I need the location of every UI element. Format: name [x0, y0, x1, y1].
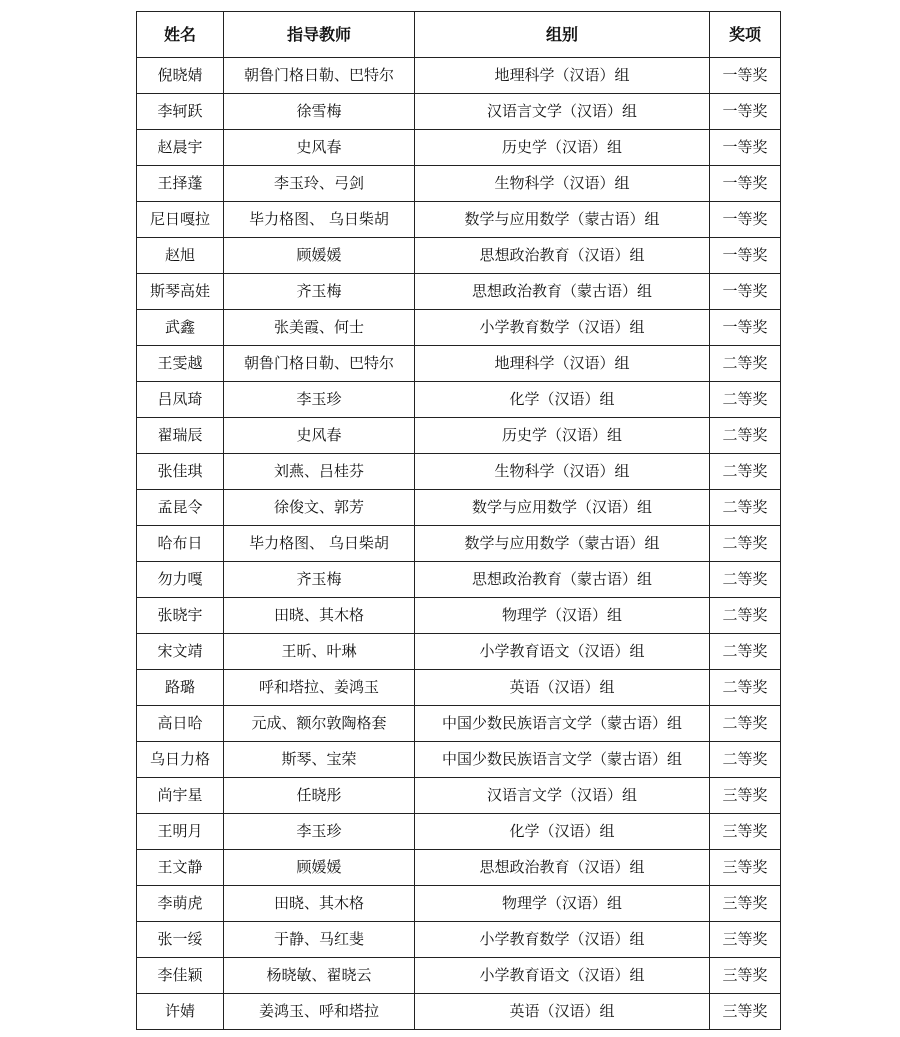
header-row: [137, 12, 781, 58]
cell-name: 许婧: [137, 994, 224, 1030]
cell-group: 思想政治教育（蒙古语）组: [415, 274, 710, 310]
cell-group: 小学教育数学（汉语）组: [415, 922, 710, 958]
cell-teacher: 姜鸿玉、呼和塔拉: [224, 994, 415, 1030]
header-group: 组别: [415, 12, 710, 58]
cell-teacher: 刘燕、吕桂芬: [224, 454, 415, 490]
header-teacher: 指导教师: [224, 12, 415, 58]
cell-teacher: 张美霞、何士: [224, 310, 415, 346]
cell-teacher: 朝鲁门格日勒、巴特尔: [224, 346, 415, 382]
cell-award: 三等奖: [710, 850, 781, 886]
table-row: [137, 310, 781, 346]
cell-name: 斯琴高娃: [137, 274, 224, 310]
cell-group: 小学教育数学（汉语）组: [415, 310, 710, 346]
cell-teacher: 毕力格图、 乌日柴胡: [224, 526, 415, 562]
cell-group: 中国少数民族语言文学（蒙古语）组: [415, 742, 710, 778]
cell-group: 思想政治教育（蒙古语）组: [415, 562, 710, 598]
cell-award: 二等奖: [710, 598, 781, 634]
cell-name: 王择蓬: [137, 166, 224, 202]
cell-teacher: 齐玉梅: [224, 274, 415, 310]
cell-award: 二等奖: [710, 742, 781, 778]
table-row: [137, 634, 781, 670]
cell-teacher: 斯琴、宝荣: [224, 742, 415, 778]
table-row: [137, 526, 781, 562]
cell-group: 生物科学（汉语）组: [415, 454, 710, 490]
cell-group: 数学与应用数学（汉语）组: [415, 490, 710, 526]
cell-group: 物理学（汉语）组: [415, 598, 710, 634]
cell-teacher: 任晓彤: [224, 778, 415, 814]
table-row: [137, 454, 781, 490]
cell-teacher: 李玉玲、弓剑: [224, 166, 415, 202]
cell-award: 二等奖: [710, 454, 781, 490]
cell-name: 倪晓婧: [137, 58, 224, 94]
table-row: [137, 706, 781, 742]
cell-teacher: 李玉珍: [224, 382, 415, 418]
cell-group: 小学教育语文（汉语）组: [415, 958, 710, 994]
table-row: [137, 238, 781, 274]
cell-teacher: 顾媛媛: [224, 238, 415, 274]
cell-award: 一等奖: [710, 94, 781, 130]
header-award: 奖项: [710, 12, 781, 58]
table-row: [137, 670, 781, 706]
cell-name: 张晓宇: [137, 598, 224, 634]
cell-group: 数学与应用数学（蒙古语）组: [415, 202, 710, 238]
cell-name: 张一绥: [137, 922, 224, 958]
table-header: [137, 12, 781, 58]
cell-group: 小学教育语文（汉语）组: [415, 634, 710, 670]
cell-teacher: 田晓、其木格: [224, 598, 415, 634]
cell-teacher: 徐雪梅: [224, 94, 415, 130]
table-body: [137, 58, 781, 1030]
cell-award: 二等奖: [710, 382, 781, 418]
cell-group: 数学与应用数学（蒙古语）组: [415, 526, 710, 562]
cell-name: 王文静: [137, 850, 224, 886]
table-row: [137, 742, 781, 778]
cell-teacher: 史风春: [224, 130, 415, 166]
cell-award: 三等奖: [710, 778, 781, 814]
cell-name: 翟瑞辰: [137, 418, 224, 454]
cell-award: 三等奖: [710, 922, 781, 958]
cell-group: 历史学（汉语）组: [415, 418, 710, 454]
cell-name: 宋文靖: [137, 634, 224, 670]
cell-group: 汉语言文学（汉语）组: [415, 94, 710, 130]
cell-award: 二等奖: [710, 490, 781, 526]
cell-group: 物理学（汉语）组: [415, 886, 710, 922]
cell-group: 汉语言文学（汉语）组: [415, 778, 710, 814]
cell-name: 哈布日: [137, 526, 224, 562]
cell-award: 一等奖: [710, 310, 781, 346]
cell-name: 高日哈: [137, 706, 224, 742]
cell-award: 二等奖: [710, 562, 781, 598]
cell-group: 思想政治教育（汉语）组: [415, 850, 710, 886]
table-row: [137, 562, 781, 598]
table-row: [137, 598, 781, 634]
table-row: [137, 94, 781, 130]
cell-name: 吕凤琦: [137, 382, 224, 418]
cell-name: 尼日嘎拉: [137, 202, 224, 238]
cell-teacher: 于静、马红斐: [224, 922, 415, 958]
table-row: [137, 886, 781, 922]
table-row: [137, 58, 781, 94]
cell-name: 勿力嘎: [137, 562, 224, 598]
cell-name: 尚宇星: [137, 778, 224, 814]
cell-name: 王雯越: [137, 346, 224, 382]
cell-award: 三等奖: [710, 994, 781, 1030]
cell-award: 三等奖: [710, 814, 781, 850]
cell-teacher: 齐玉梅: [224, 562, 415, 598]
cell-teacher: 呼和塔拉、姜鸿玉: [224, 670, 415, 706]
cell-group: 英语（汉语）组: [415, 670, 710, 706]
table-row: [137, 130, 781, 166]
cell-teacher: 朝鲁门格日勒、巴特尔: [224, 58, 415, 94]
cell-award: 三等奖: [710, 886, 781, 922]
cell-group: 化学（汉语）组: [415, 382, 710, 418]
table-row: [137, 922, 781, 958]
cell-award: 三等奖: [710, 958, 781, 994]
cell-teacher: 王昕、叶琳: [224, 634, 415, 670]
table-row: [137, 418, 781, 454]
table-row: [137, 382, 781, 418]
table-row: [137, 778, 781, 814]
cell-group: 化学（汉语）组: [415, 814, 710, 850]
cell-name: 李佳颖: [137, 958, 224, 994]
table-row: [137, 994, 781, 1030]
cell-teacher: 徐俊文、郭芳: [224, 490, 415, 526]
cell-teacher: 李玉珍: [224, 814, 415, 850]
cell-group: 思想政治教育（汉语）组: [415, 238, 710, 274]
cell-name: 路璐: [137, 670, 224, 706]
cell-award: 二等奖: [710, 418, 781, 454]
cell-name: 赵旭: [137, 238, 224, 274]
cell-award: 二等奖: [710, 670, 781, 706]
cell-group: 地理科学（汉语）组: [415, 58, 710, 94]
cell-award: 一等奖: [710, 166, 781, 202]
cell-teacher: 毕力格图、 乌日柴胡: [224, 202, 415, 238]
cell-award: 一等奖: [710, 130, 781, 166]
cell-teacher: 顾媛媛: [224, 850, 415, 886]
cell-award: 二等奖: [710, 634, 781, 670]
cell-group: 历史学（汉语）组: [415, 130, 710, 166]
cell-group: 地理科学（汉语）组: [415, 346, 710, 382]
table-row: [137, 814, 781, 850]
cell-award: 一等奖: [710, 202, 781, 238]
cell-teacher: 元成、额尔敦陶格套: [224, 706, 415, 742]
cell-award: 二等奖: [710, 526, 781, 562]
table-row: [137, 850, 781, 886]
cell-group: 中国少数民族语言文学（蒙古语）组: [415, 706, 710, 742]
cell-teacher: 史风春: [224, 418, 415, 454]
header-name: 姓名: [137, 12, 224, 58]
cell-name: 乌日力格: [137, 742, 224, 778]
cell-award: 一等奖: [710, 274, 781, 310]
cell-name: 赵晨宇: [137, 130, 224, 166]
table-row: [137, 346, 781, 382]
cell-award: 二等奖: [710, 706, 781, 742]
table-row: [137, 166, 781, 202]
cell-name: 张佳琪: [137, 454, 224, 490]
cell-name: 王明月: [137, 814, 224, 850]
cell-award: 一等奖: [710, 58, 781, 94]
cell-award: 一等奖: [710, 238, 781, 274]
cell-name: 武鑫: [137, 310, 224, 346]
cell-teacher: 杨晓敏、翟晓云: [224, 958, 415, 994]
cell-group: 英语（汉语）组: [415, 994, 710, 1030]
award-table: [136, 11, 781, 1030]
cell-name: 李萌虎: [137, 886, 224, 922]
cell-group: 生物科学（汉语）组: [415, 166, 710, 202]
table-row: [137, 274, 781, 310]
cell-name: 李轲跃: [137, 94, 224, 130]
cell-teacher: 田晓、其木格: [224, 886, 415, 922]
table-row: [137, 202, 781, 238]
table-row: [137, 490, 781, 526]
cell-award: 二等奖: [710, 346, 781, 382]
cell-name: 孟昆令: [137, 490, 224, 526]
table-row: [137, 958, 781, 994]
